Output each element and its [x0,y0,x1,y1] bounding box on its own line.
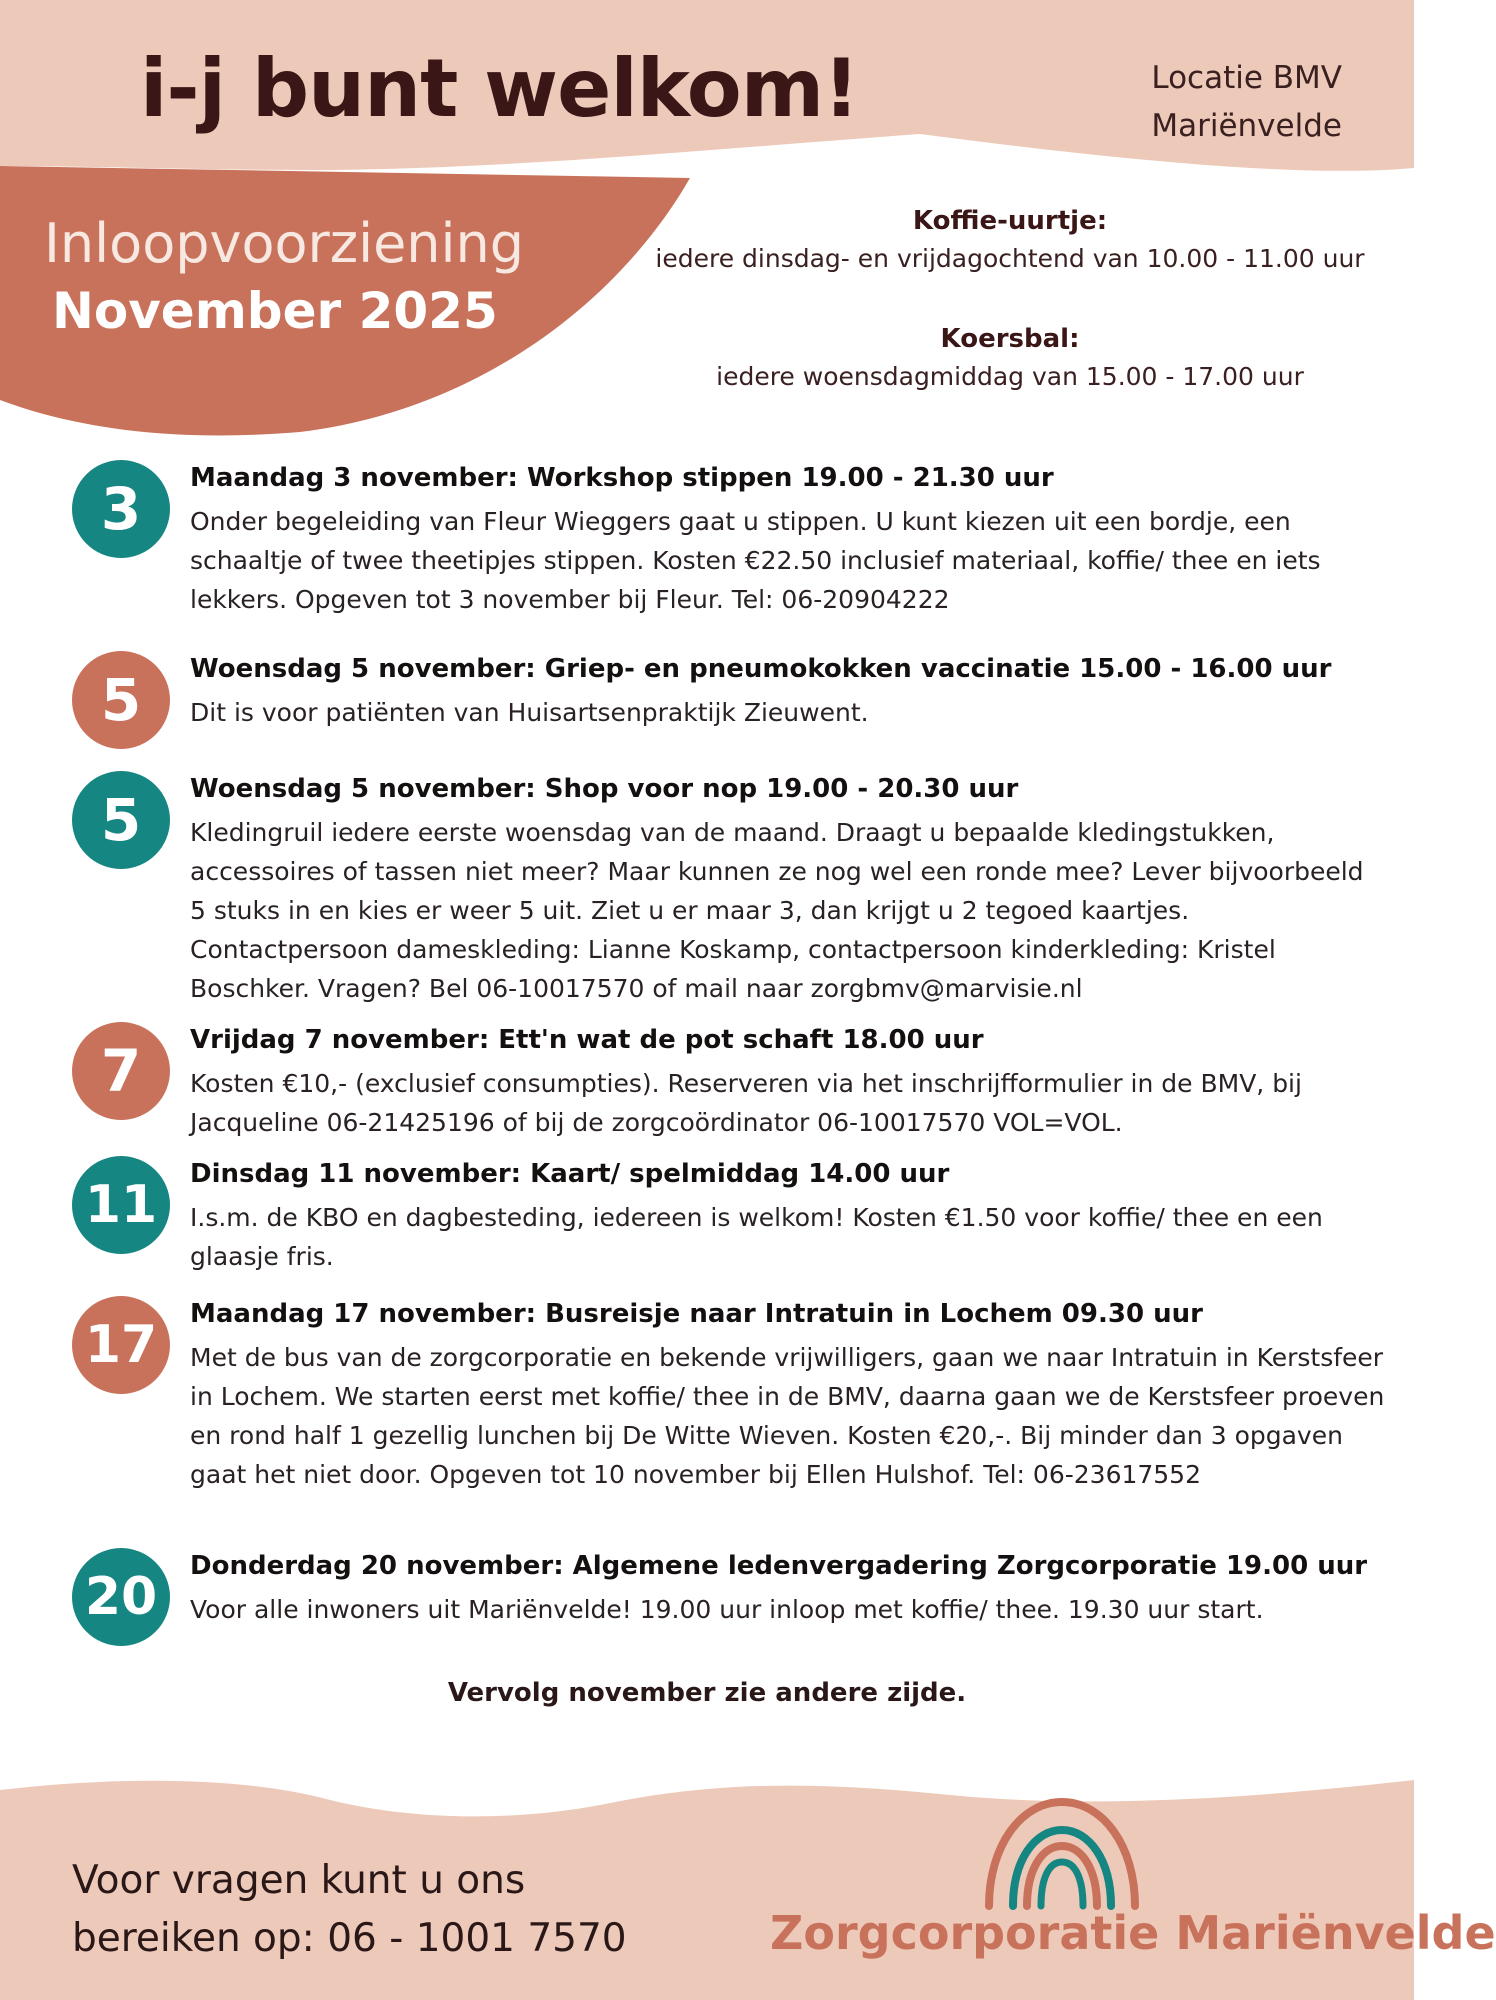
recurring-text: iedere dinsdag- en vrijdagochtend van 10.00 - 11.00 uur [655,244,1365,273]
event-title: Dinsdag 11 november: Kaart/ spelmiddag 14.00 uur [190,1159,950,1189]
event-title: Donderdag 20 november: Algemene ledenvergadering Zorgcorporatie 19.00 uur [190,1551,1368,1581]
contact-info [72,1852,627,1968]
event-day-badge: 11 [72,1156,170,1254]
event-title: Woensdag 5 november: Griep- en pneumokokken vaccinatie 15.00 - 16.00 uur [190,654,1332,684]
event-title: Vrijdag 7 november: Ett'n wat de pot schaft 18.00 uur [190,1025,984,1055]
event-title: Maandag 3 november: Workshop stippen 19.00 - 21.30 uur [190,463,1054,493]
contact-line-2: bereiken op: 06 - 1001 7570 [72,1916,627,1961]
contact-line-1: Voor vragen kunt u ons [72,1858,526,1903]
event-description: Onder begeleiding van Fleur Wieggers gaat u stippen. U kunt kiezen uit een bordje, een schaaltje of twee theetipjes stippen. Kosten €22.50 inclusief materiaal, koffie/ thee en iets lekkers. Opgeven tot 3 november bij Fleur. Tel: 06-20904222 [190,507,1321,614]
recurring-koffie [640,202,1380,278]
event-day-badge: 5 [72,651,170,749]
page-title: i-j bunt welkom! [140,42,859,135]
event-description: Voor alle inwoners uit Mariënvelde! 19.00 uur inloop met koffie/ thee. 19.30 uur start. [190,1595,1264,1624]
rainbow-logo-icon [975,1788,1149,1910]
continued-note: Vervolg november zie andere zijde. [447,1678,967,1708]
event-day-badge: 17 [72,1296,170,1394]
event-title: Maandag 17 november: Busreisje naar Intratuin in Lochem 09.30 uur [190,1299,1203,1329]
event-description: Met de bus van de zorgcorporatie en bekende vrijwilligers, gaan we naar Intratuin in Kerstsfeer in Lochem. We starten eerst met koffie/ thee in de BMV, daarna gaan we de Kerstsfeer proeven en rond half 1 gezellig lunchen bij De Witte Wieven. Kosten €20,-. Bij minder dan 3 opgaven gaat het niet door. Opgeven tot 10 november bij Ellen Hulshof. Tel: 06-23617552 [190,1343,1385,1489]
event-day-badge: 3 [72,460,170,558]
logo-text: Zorgcorporatie Mariënvelde [770,1906,1496,1960]
event-description: Kledingruil iedere eerste woensdag van de maand. Draagt u bepaalde kledingstukken, accessoires of tassen niet meer? Maar kunnen ze nog wel een ronde mee? Lever bijvoorbeeld 5 stuks in en kies er weer 5 uit. Ziet u er maar 3, dan krijgt u 2 tegoed kaartjes. Contactpersoon dameskleding: Lianne Koskamp, contactpersoon kinderkleding: Kristel Boschker. Vragen? Bel 06-10017570 of mail naar zorgbmv@marvisie.nl [190,818,1364,1003]
recurring-title: Koersbal: [940,324,1080,354]
event-description: Dit is voor patiënten van Huisartsenpraktijk Zieuwent. [190,698,869,727]
event-day-badge: 7 [72,1022,170,1120]
event-title: Woensdag 5 november: Shop voor nop 19.00 - 20.30 uur [190,774,1019,804]
location-line-2: Mariënvelde [1151,108,1342,144]
event-day-badge: 5 [72,771,170,869]
recurring-title: Koffie-uurtje: [912,206,1108,236]
recurring-koersbal [640,320,1380,396]
event-description: I.s.m. de KBO en dagbesteding, iedereen is welkom! Kosten €1.50 voor koffie/ thee en een glaasje fris. [190,1203,1323,1271]
recurring-text: iedere woensdagmiddag van 15.00 - 17.00 uur [716,362,1304,391]
badge-month: November 2025 [52,282,498,340]
badge-subtitle: Inloopvoorziening [44,212,525,275]
event-day-badge: 20 [72,1548,170,1646]
location-label [1151,54,1342,150]
event-description: Kosten €10,- (exclusief consumpties). Reserveren via het inschrijfformulier in de BMV, bij Jacqueline 06-21425196 of bij de zorgcoördinator 06-10017570 VOL=VOL. [190,1069,1302,1137]
location-line-1: Locatie BMV [1151,60,1342,96]
